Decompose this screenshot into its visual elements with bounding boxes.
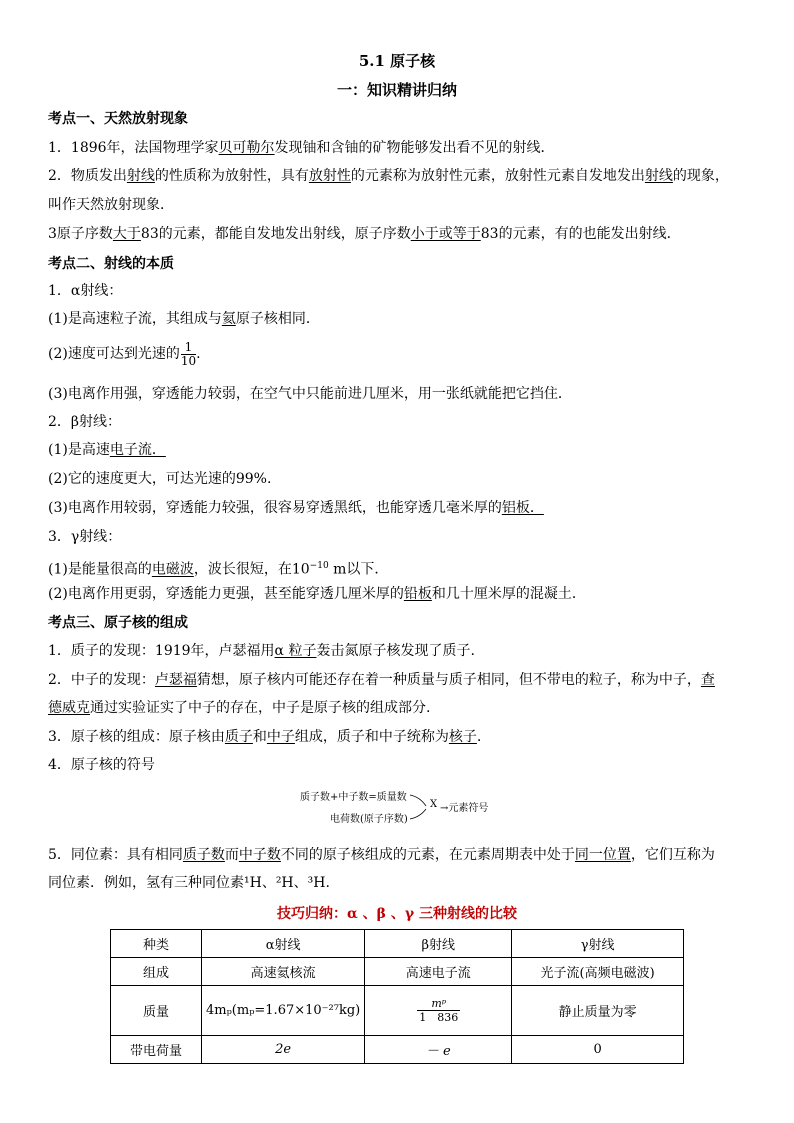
text: 2．物质发出: [48, 168, 127, 184]
paragraph-3-2: [48, 670, 715, 690]
page-title: 5.1 原子核: [358, 52, 436, 70]
fraction-denominator: 10: [180, 353, 197, 368]
charge-number-label: 电荷数(原子序数): [330, 814, 408, 825]
element-symbol: X: [430, 799, 438, 810]
text: 轰击氮原子核发现了质子.: [316, 643, 475, 659]
fraction-numerator: 1: [181, 341, 196, 355]
text: 组成，质子和中子统称为: [294, 729, 449, 745]
section-heading-3: 考点三、原子核的组成: [48, 615, 188, 631]
gamma-heading: 3．γ射线：: [48, 529, 122, 545]
underlined-answer: 大于: [112, 226, 141, 242]
table-cell: 光子流(高频电磁波): [512, 958, 684, 986]
text: 和几十厘米厚的混凝土．: [431, 586, 586, 602]
alpha-heading: 1．α射线：: [48, 283, 123, 299]
table-cell: α射线: [202, 930, 365, 958]
underlined-answer: 射线: [644, 168, 673, 184]
underlined-answer: 查: [700, 672, 715, 688]
underlined-answer: 贝可勒尔: [218, 140, 275, 156]
text: ，波长很短，在10: [193, 561, 310, 578]
text: (2)速度可达到光速的: [48, 346, 180, 362]
text: 猜想，原子核内可能还存在着一种质量与质子相同，但不带电的粒子，称为中子，: [196, 672, 701, 688]
table-cell: 4mₚ(mₚ=1.67×10⁻²⁷kg): [202, 986, 365, 1036]
text: 83的元素，都能自发地发出射线，原子序数: [140, 226, 411, 242]
mass-number-label: 质子数+中子数=质量数: [300, 792, 407, 803]
element-symbol-label: →元素符号: [440, 803, 489, 814]
text: 1．1896年，法国物理学家: [48, 140, 219, 156]
paragraph-1-3: [48, 224, 681, 244]
underlined-answer: 卢瑟福: [154, 672, 197, 688]
underlined-answer: 质子: [224, 729, 253, 745]
paragraph-3-3: [48, 727, 481, 747]
paragraph-3-1: [48, 641, 475, 661]
underlined-answer: 德威克: [48, 700, 90, 716]
fraction: [417, 997, 460, 1024]
alpha-item-3: (3)电离作用强，穿透能力较弱，在空气中只能前进几厘米，用一张纸就能把它挡住．: [48, 386, 572, 402]
table-row: [111, 930, 684, 958]
radiation-comparison-table: [110, 929, 684, 1064]
table-cell: β射线: [365, 930, 512, 958]
table-cell: 高速氦核流: [202, 958, 365, 986]
text: ，它们互称为: [630, 847, 715, 863]
text: 2．中子的发现：: [48, 672, 155, 688]
paragraph-3-2-cont: [48, 698, 430, 718]
text: 的元素称为放射性元素，放射性元素自发地发出: [350, 168, 645, 184]
beta-heading: 2．β射线：: [48, 414, 122, 430]
text: 的现象，: [672, 168, 729, 184]
underlined-answer: α 粒子: [274, 643, 317, 659]
underlined-answer: 质子数: [182, 847, 225, 863]
paragraph-3-4: 4．原子核的符号: [48, 757, 155, 773]
diagram-arrows: [408, 792, 430, 822]
table-cell: 0: [512, 1036, 684, 1064]
gamma-item-2: [48, 584, 586, 604]
paragraph-1-2-cont: 叫作天然放射现象．: [48, 197, 174, 213]
underlined-answer: 核子: [448, 729, 477, 745]
text: (1)是高速粒子流，其组成与: [48, 311, 222, 327]
text: .: [196, 346, 201, 362]
table-cell: 高速电子流: [365, 958, 512, 986]
alpha-item-2: [48, 340, 201, 368]
underlined-answer: 铝板．: [501, 500, 544, 516]
text: 不同的原子核组成的元素，在元素周期表中处于: [280, 847, 575, 863]
exponent: −10: [309, 561, 329, 571]
paragraph-3-5: [48, 845, 715, 865]
fraction-numerator: mᵖ: [417, 997, 460, 1011]
text: (3)电离作用较弱，穿透能力较强，很容易穿透黑纸，也能穿透几毫米厚的: [48, 500, 502, 516]
underlined-answer: 铅板: [403, 586, 432, 602]
text: 原子核相同．: [235, 311, 320, 327]
fraction: [181, 341, 196, 368]
text: 83的元素，有的也能发出射线．: [480, 226, 681, 242]
text: 1．质子的发现：1919年，卢瑟福用: [48, 643, 275, 659]
underlined-answer: 电子流．: [109, 442, 166, 458]
text: .: [476, 729, 482, 745]
table-cell: － e: [365, 1036, 512, 1064]
underlined-answer: 放射性: [308, 168, 351, 184]
beta-item-3: [48, 498, 544, 518]
gamma-item-1: [48, 556, 388, 580]
text: 通过实验证实了中子的存在，中子是原子核的组成部分.: [90, 700, 431, 716]
text: 3．原子核的组成：原子核由: [48, 729, 225, 745]
table-cell: γ射线: [512, 930, 684, 958]
skill-summary-title: 技巧归纳：α 、β 、γ 三种射线的比较: [277, 906, 517, 922]
fraction-denominator: 1 836: [419, 1011, 459, 1024]
section-heading-2: 考点二、射线的本质: [48, 256, 174, 272]
underlined-answer: 氦: [221, 311, 236, 327]
table-row: [111, 1036, 684, 1064]
table-cell: 2e: [202, 1036, 365, 1064]
paragraph-3-5-cont: 同位素．例如，氢有三种同位素¹H、²H、³H.: [48, 875, 330, 891]
table-row: [111, 958, 684, 986]
text: (1)是能量很高的: [48, 561, 152, 578]
paragraph-1-2: [48, 166, 729, 186]
section-heading-1: 考点一、天然放射现象: [48, 111, 188, 127]
table-cell: 组成: [111, 958, 202, 986]
text: 发现铀和含铀的矿物能够发出看不见的射线．: [274, 140, 555, 156]
table-cell: [365, 986, 512, 1036]
underlined-answer: 电磁波: [151, 561, 194, 578]
text: 而: [224, 847, 239, 863]
table-cell: 带电荷量: [111, 1036, 202, 1064]
text: m以下．: [328, 561, 389, 578]
nuclear-symbol-diagram: [300, 784, 540, 834]
paragraph-1-1: [48, 138, 555, 158]
beta-item-2: (2)它的速度更大，可达光速的99%.: [48, 471, 272, 487]
text: 3原子序数: [48, 226, 113, 242]
text: 的性质称为放射性，具有: [154, 168, 309, 184]
underlined-answer: 小于或等于: [410, 226, 481, 242]
text: 5．同位素：具有相同: [48, 847, 183, 863]
page-subtitle: 一：知识精讲归纳: [336, 81, 457, 99]
underlined-answer: 射线: [126, 168, 155, 184]
alpha-item-1: [48, 309, 320, 329]
table-row: [111, 986, 684, 1036]
beta-item-1: [48, 440, 166, 460]
text: 和: [252, 729, 267, 745]
table-cell: 质量: [111, 986, 202, 1036]
table-cell: 静止质量为零: [512, 986, 684, 1036]
text: (1)是高速: [48, 442, 110, 458]
underlined-answer: 中子: [266, 729, 295, 745]
text: (2)电离作用更弱，穿透能力更强，甚至能穿透几厘米厚的: [48, 586, 404, 602]
underlined-answer: 中子数: [238, 847, 281, 863]
underlined-answer: 同一位置: [574, 847, 631, 863]
table-cell: 种类: [111, 930, 202, 958]
